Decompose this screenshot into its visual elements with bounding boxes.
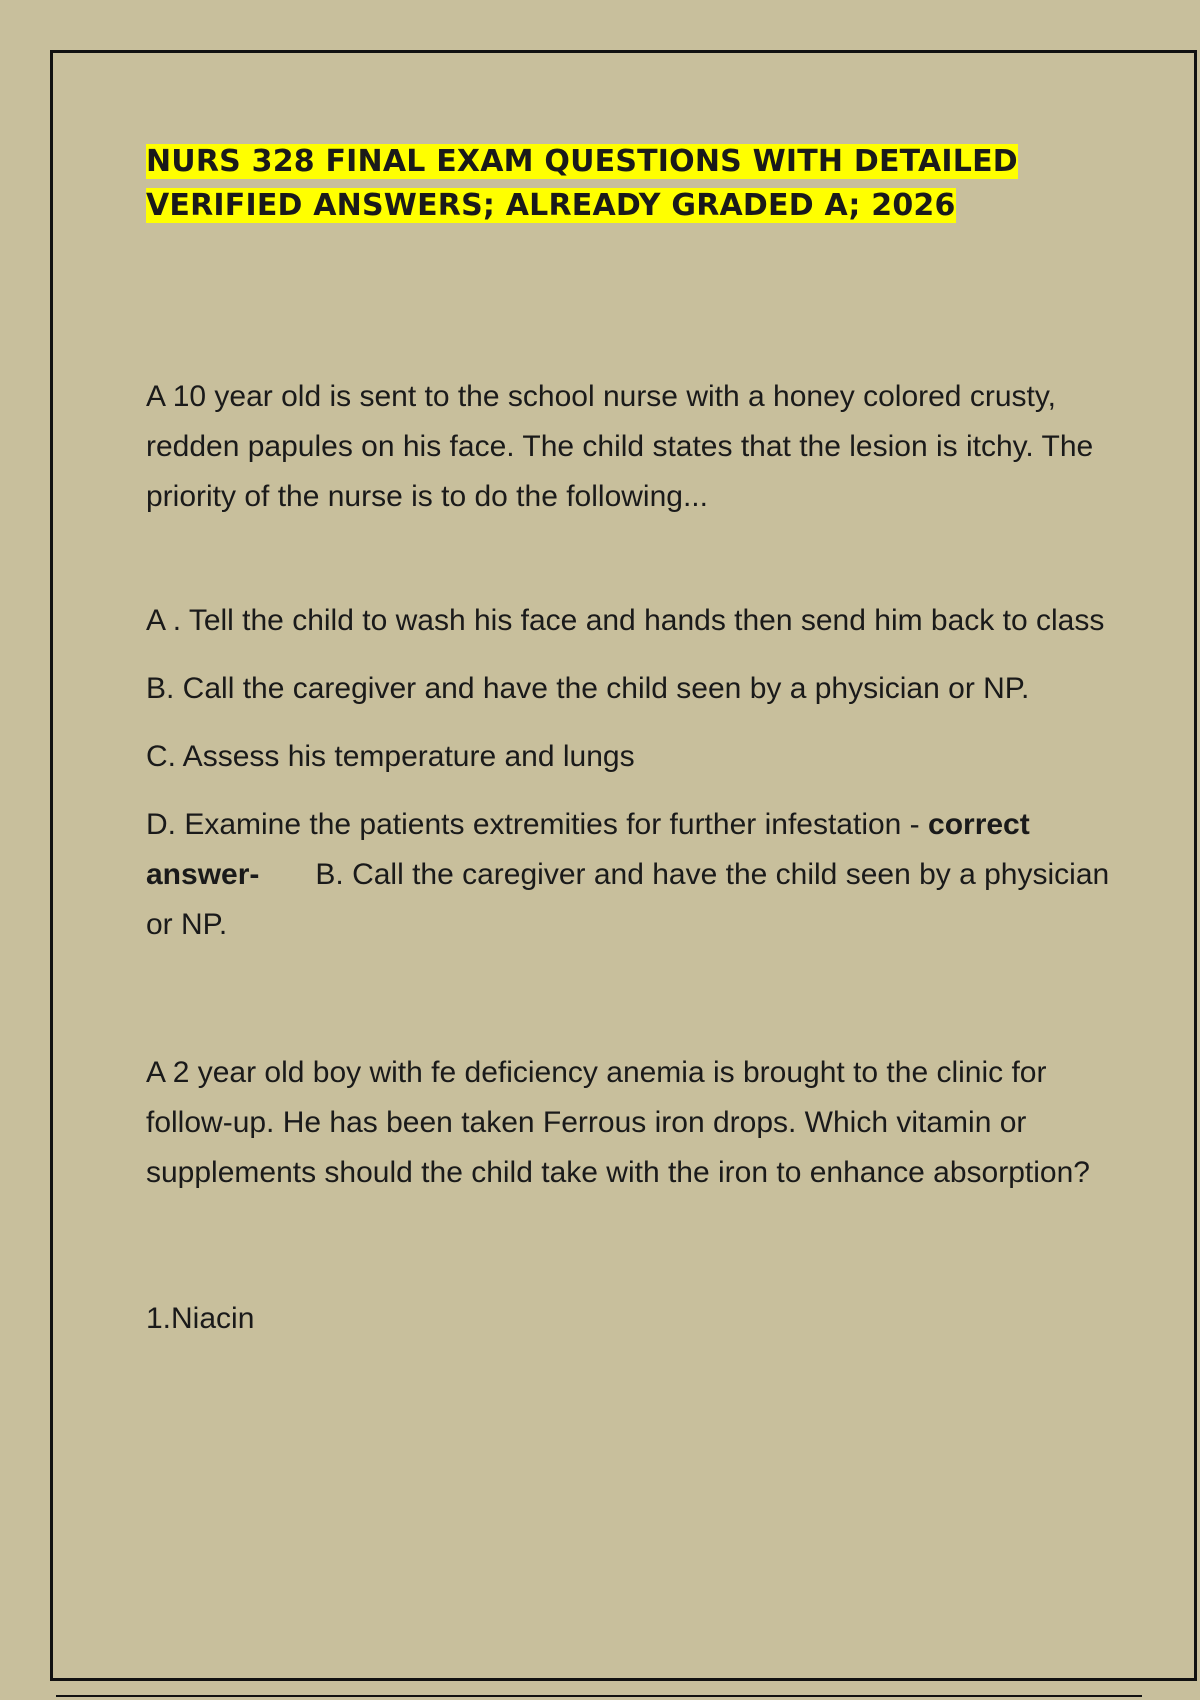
correct-answer-text: B. Call the caregiver and have the child seen by a physician or NP. [146,858,1110,941]
title-line-1: NURS 328 FINAL EXAM QUESTIONS WITH DETAILED [146,144,1018,179]
question-1-option-d: D. Examine the patients extremities for further infestation - [146,808,920,841]
correct-answer-label: correct answer- [146,808,1030,891]
question-1-option-b: B. Call the caregiver and have the child seen by a physician or NP. [146,672,1030,705]
question-2-option-1: 1.Niacin [146,1302,255,1335]
question-1-stem: A 10 year old is sent to the school nurse with a honey colored crusty, redden papules on his face. The child states that the lesion is itchy. The priority of the nurse is to do the following... [146,380,1094,513]
title-line-2: VERIFIED ANSWERS; ALREADY GRADED A; 2026 [146,188,956,223]
question-1-option-a: A . Tell the child to wash his face and hands then send him back to class [146,604,1105,637]
question-1-option-c: C. Assess his temperature and lungs [146,740,635,773]
question-2-stem: A 2 year old boy with fe deficiency anemia is brought to the clinic for follow-up. He has been taken Ferrous iron drops. Which vitamin or supplements should the child take with the iron to enhance absorption? [146,1056,1090,1189]
document-title [146,140,1116,228]
document-content [146,140,1116,1344]
bottom-rule [56,1695,1142,1697]
question-1-option-d-with-answer [146,800,1116,950]
